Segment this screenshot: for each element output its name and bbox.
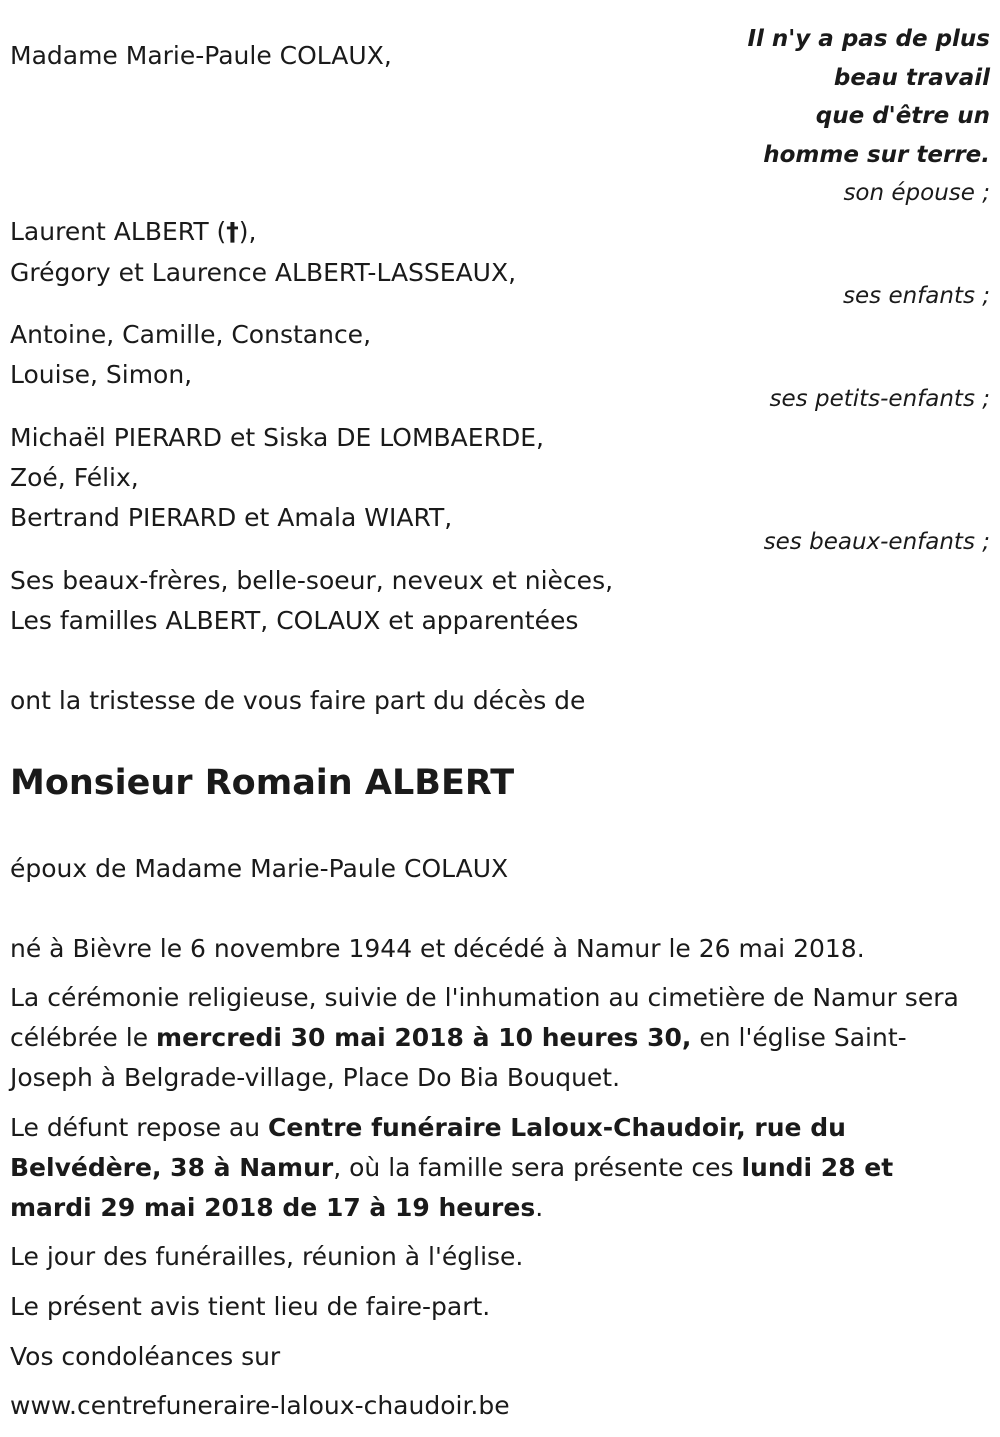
condolences-label: Vos condoléances sur [10,1342,281,1371]
grandchildren-line-1: Antoine, Camille, Constance, [10,320,372,349]
quote-line: beau travail [833,64,990,91]
repose-paragraph [10,1108,940,1228]
birth-death-text: né à Bièvre le 6 novembre 1944 et décédé à Namur le 26 mai 2018. [10,934,865,963]
deceased-relation: époux de Madame Marie-Paule COLAUX [10,854,509,883]
repose-text-2: , où la famille sera présente ces [333,1153,742,1182]
quote-line: Il n'y a pas de plus [747,26,990,52]
children-role: ses enfants ; [843,283,990,309]
child-name: Laurent ALBERT ( [10,217,227,246]
notice-text: Le présent avis tient lieu de faire-part. [10,1292,491,1321]
meeting-text: Le jour des funérailles, réunion à l'église. [10,1242,524,1271]
spouse-name: Madame Marie-Paule COLAUX, [10,41,392,70]
inlaws-line-3: Bertrand PIERARD et Amala WIART, [10,503,453,532]
grandchildren-role: ses petits-enfants ; [769,386,990,412]
ceremony-paragraph [10,978,990,1098]
grandchildren-line-2: Louise, Simon, [10,360,193,389]
condolences-website: www.centrefuneraire-laloux-chaudoir.be [10,1391,510,1420]
inlaws-role: ses beaux-enfants ; [763,529,990,555]
announcement-text: ont la tristesse de vous faire part du décès de [10,686,586,715]
child-name-end: ), [238,217,257,246]
ceremony-place: en l'église Saint-Joseph à Belgrade-village, Place Do Bia Bouquet. [10,1023,907,1092]
repose-text-3: . [535,1193,544,1222]
visiting-hours: lundi 28 et mardi 29 mai 2018 de 17 à 19 heures [10,1153,894,1222]
extended-line-1: Ses beaux-frères, belle-soeur, neveux et nièces, [10,566,614,595]
deceased-name: Monsieur Romain ALBERT [10,763,515,803]
repose-location: Centre funéraire Laloux-Chaudoir, rue du Belvédère, 38 à Namur [10,1113,846,1182]
ceremony-date: mercredi 30 mai 2018 à 10 heures 30, [156,1023,692,1052]
quote-line: homme sur terre. [763,141,990,168]
child-line-2: Grégory et Laurence ALBERT-LASSEAUX, [10,258,517,287]
inlaws-line-2: Zoé, Félix, [10,463,139,492]
repose-text: Le défunt repose au [10,1113,269,1142]
inlaws-line-1: Michaël PIERARD et Siska DE LOMBAERDE, [10,423,544,452]
extended-line-2: Les familles ALBERT, COLAUX et apparentées [10,606,579,635]
quote-line: que d'être un [815,103,990,129]
child-line-1 [10,212,257,252]
spouse-role: son épouse ; [843,180,990,206]
cross-icon: † [226,217,239,246]
quote-block [747,20,990,174]
ceremony-text: La cérémonie religieuse, suivie de l'inhumation au cimetière de Namur sera célébrée le [10,983,959,1052]
